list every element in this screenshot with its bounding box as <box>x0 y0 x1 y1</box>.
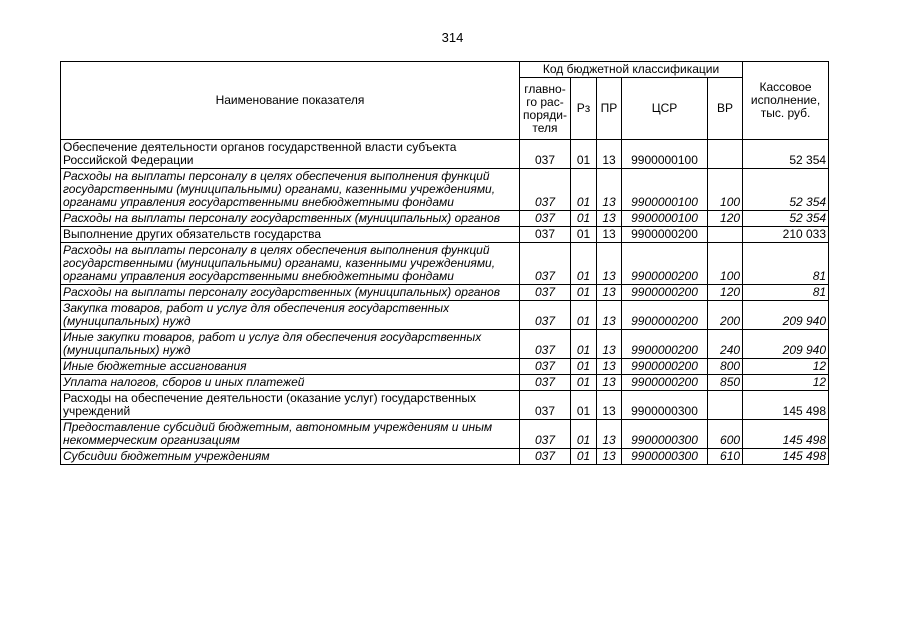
row-gr: 037 <box>520 169 571 211</box>
row-name: Закупка товаров, работ и услуг для обеспечения государственных (муниципальных) нужд <box>61 301 520 330</box>
row-name: Расходы на выплаты персоналу государственных (муниципальных) органов <box>61 285 520 301</box>
row-vr: 100 <box>708 169 743 211</box>
row-vr: 600 <box>708 420 743 449</box>
table-row <box>61 391 829 420</box>
table-row <box>61 301 829 330</box>
row-vr: 610 <box>708 449 743 465</box>
table-row <box>61 227 829 243</box>
row-csr: 9900000100 <box>622 140 708 169</box>
row-pr: 13 <box>597 420 622 449</box>
header-csr: ЦСР <box>622 78 708 140</box>
row-amount: 209 940 <box>743 301 829 330</box>
row-csr: 9900000200 <box>622 375 708 391</box>
row-csr: 9900000200 <box>622 243 708 285</box>
header-gr: главно-го рас-поряди-теля <box>520 78 571 140</box>
row-amount: 52 354 <box>743 169 829 211</box>
row-csr: 9900000200 <box>622 227 708 243</box>
table-row <box>61 169 829 211</box>
row-name: Расходы на обеспечение деятельности (оказание услуг) государственных учреждений <box>61 391 520 420</box>
row-name: Уплата налогов, сборов и иных платежей <box>61 375 520 391</box>
row-name: Обеспечение деятельности органов государственной власти субъекта Российской Федерации <box>61 140 520 169</box>
row-pr: 13 <box>597 243 622 285</box>
table-row <box>61 140 829 169</box>
row-gr: 037 <box>520 301 571 330</box>
row-pr: 13 <box>597 391 622 420</box>
row-pr: 13 <box>597 227 622 243</box>
row-vr: 850 <box>708 375 743 391</box>
row-amount: 209 940 <box>743 330 829 359</box>
row-amount: 145 498 <box>743 420 829 449</box>
row-rz: 01 <box>571 375 597 391</box>
row-rz: 01 <box>571 301 597 330</box>
row-csr: 9900000200 <box>622 359 708 375</box>
row-csr: 9900000200 <box>622 301 708 330</box>
row-csr: 9900000300 <box>622 420 708 449</box>
header-pr: ПР <box>597 78 622 140</box>
row-csr: 9900000100 <box>622 169 708 211</box>
header-name: Наименование показателя <box>61 62 520 140</box>
table-row <box>61 243 829 285</box>
row-rz: 01 <box>571 359 597 375</box>
row-rz: 01 <box>571 227 597 243</box>
row-pr: 13 <box>597 375 622 391</box>
header-vr: ВР <box>708 78 743 140</box>
header-code-group: Код бюджетной классификации <box>520 62 743 78</box>
row-name: Расходы на выплаты персоналу государственных (муниципальных) органов <box>61 211 520 227</box>
row-pr: 13 <box>597 449 622 465</box>
row-gr: 037 <box>520 285 571 301</box>
row-csr: 9900000200 <box>622 330 708 359</box>
row-csr: 9900000300 <box>622 449 708 465</box>
row-amount: 12 <box>743 359 829 375</box>
row-name: Субсидии бюджетным учреждениям <box>61 449 520 465</box>
table-row <box>61 285 829 301</box>
table-row <box>61 211 829 227</box>
row-name: Выполнение других обязательств государства <box>61 227 520 243</box>
table-row <box>61 449 829 465</box>
row-name: Иные закупки товаров, работ и услуг для обеспечения государственных (муниципальных) нужд <box>61 330 520 359</box>
row-pr: 13 <box>597 330 622 359</box>
row-vr: 200 <box>708 301 743 330</box>
row-amount: 81 <box>743 285 829 301</box>
row-vr: 120 <box>708 211 743 227</box>
row-vr: 800 <box>708 359 743 375</box>
row-amount: 12 <box>743 375 829 391</box>
row-pr: 13 <box>597 140 622 169</box>
row-rz: 01 <box>571 243 597 285</box>
row-csr: 9900000300 <box>622 391 708 420</box>
row-gr: 037 <box>520 375 571 391</box>
table-row <box>61 420 829 449</box>
table-row <box>61 375 829 391</box>
row-gr: 037 <box>520 243 571 285</box>
row-amount: 52 354 <box>743 140 829 169</box>
row-rz: 01 <box>571 449 597 465</box>
table-row <box>61 359 829 375</box>
row-name: Предоставление субсидий бюджетным, автономным учреждениям и иным некоммерческим организациям <box>61 420 520 449</box>
table-body <box>61 140 829 465</box>
row-name: Расходы на выплаты персоналу в целях обеспечения выполнения функций государственными (муниципальными) органами, казенными учреждениями, органами управления государственными внебюджетными фондами <box>61 169 520 211</box>
row-name: Расходы на выплаты персоналу в целях обеспечения выполнения функций государственными (муниципальными) органами, казенными учреждениями, органами управления государственными внебюджетными фондами <box>61 243 520 285</box>
table-row <box>61 330 829 359</box>
row-rz: 01 <box>571 211 597 227</box>
row-vr <box>708 140 743 169</box>
row-vr <box>708 227 743 243</box>
row-pr: 13 <box>597 169 622 211</box>
row-amount: 145 498 <box>743 391 829 420</box>
row-vr: 120 <box>708 285 743 301</box>
page-number: 314 <box>441 30 464 45</box>
row-vr: 240 <box>708 330 743 359</box>
header-amount: Кассовое исполнение, тыс. руб. <box>743 62 829 140</box>
row-pr: 13 <box>597 285 622 301</box>
row-gr: 037 <box>520 449 571 465</box>
row-amount: 81 <box>743 243 829 285</box>
row-gr: 037 <box>520 391 571 420</box>
row-csr: 9900000200 <box>622 285 708 301</box>
row-amount: 52 354 <box>743 211 829 227</box>
row-gr: 037 <box>520 227 571 243</box>
row-pr: 13 <box>597 301 622 330</box>
row-name: Иные бюджетные ассигнования <box>61 359 520 375</box>
row-rz: 01 <box>571 169 597 211</box>
row-rz: 01 <box>571 391 597 420</box>
row-pr: 13 <box>597 359 622 375</box>
row-csr: 9900000100 <box>622 211 708 227</box>
row-gr: 037 <box>520 140 571 169</box>
row-vr <box>708 391 743 420</box>
row-amount: 145 498 <box>743 449 829 465</box>
row-rz: 01 <box>571 420 597 449</box>
row-gr: 037 <box>520 420 571 449</box>
header-rz: Рз <box>571 78 597 140</box>
row-rz: 01 <box>571 140 597 169</box>
row-rz: 01 <box>571 285 597 301</box>
row-vr: 100 <box>708 243 743 285</box>
row-gr: 037 <box>520 211 571 227</box>
row-rz: 01 <box>571 330 597 359</box>
row-pr: 13 <box>597 211 622 227</box>
row-gr: 037 <box>520 359 571 375</box>
row-amount: 210 033 <box>743 227 829 243</box>
budget-table <box>60 61 829 465</box>
row-gr: 037 <box>520 330 571 359</box>
